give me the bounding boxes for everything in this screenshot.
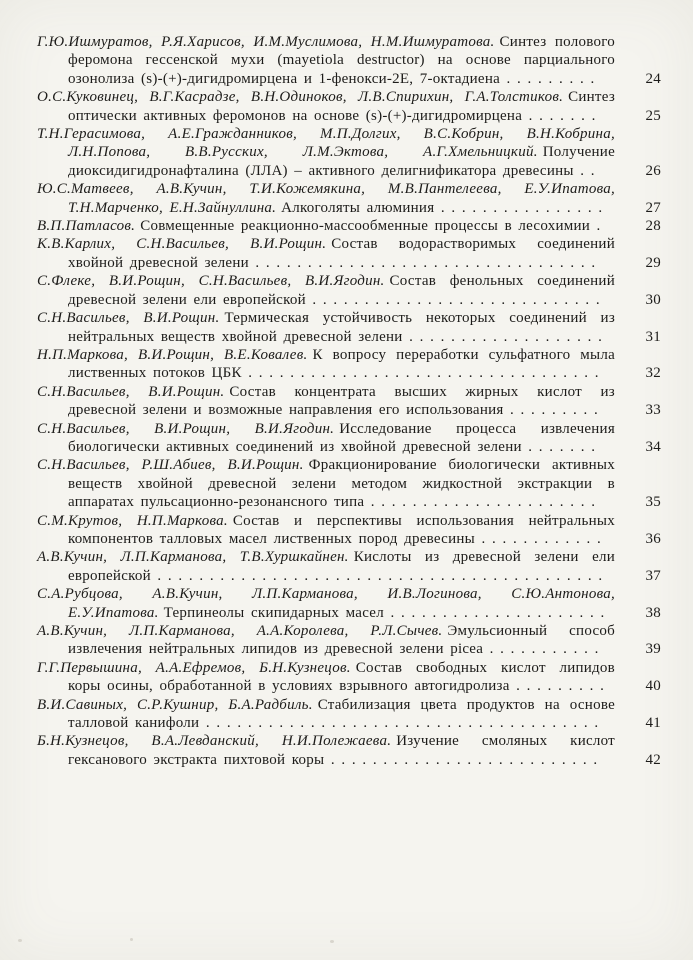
entry-title: Состав фенольных соединений древесной зелени ели европейской xyxy=(68,273,615,308)
entry-authors: С.Н.Васильев, Р.Ш.Абиев, В.И.Рощин. xyxy=(37,457,304,474)
toc-entry xyxy=(37,456,661,511)
entry-text xyxy=(37,272,661,309)
toc-entry xyxy=(37,732,661,769)
entry-page-number: 26 xyxy=(645,162,661,179)
toc-entry xyxy=(37,383,661,420)
toc-entry xyxy=(37,512,661,549)
dot-leader: . . xyxy=(573,162,595,179)
toc-entry xyxy=(37,180,661,217)
entry-page-number: 35 xyxy=(645,494,661,511)
entry-title: Синтез полового феромона гессенской мухи (mayetiola destructor) на основе парциального озонолиза (s)-(+)-дигидромирцена и 1-фенокси-2Е, 7-октадиена xyxy=(68,34,615,87)
entry-text xyxy=(37,346,661,383)
entry-title: Состав свободных кислот липидов коры осины, обработанной в условиях взрывного автогидролиза xyxy=(68,659,616,695)
entry-page-number: 36 xyxy=(645,530,661,547)
entry-text xyxy=(37,125,661,180)
dot-leader: . . . . . . . . . . . . . . . . . . . . . . . . . . xyxy=(324,751,598,768)
dot-leader: . . . . . . . xyxy=(521,438,596,455)
entry-authors: С.Н.Васильев, В.И.Рощин, В.И.Ягодин. xyxy=(37,420,335,437)
toc-entry xyxy=(37,125,661,180)
scan-speck xyxy=(330,940,334,943)
toc-entry xyxy=(37,217,661,235)
dot-leader: . . . . . . . . . . . . . . . . . . . . . xyxy=(383,604,605,621)
entry-page-number: 25 xyxy=(645,107,661,124)
entry-text xyxy=(37,512,661,549)
entry-text xyxy=(37,420,661,457)
entry-authors: С.А.Рубцова, А.В.Кучин, Л.П.Карманова, И.В.Логинова, С.Ю.Антонова, Е.У.Ипатова. xyxy=(37,586,615,621)
dot-leader: . . . . . . . . . . . . . . . . . . . . . . xyxy=(364,494,596,511)
entry-title: Стабилизация цвета продуктов на основе талловой канифоли xyxy=(68,696,615,732)
entry-title: Состав водорастворимых соединений хвойной древесной зелени xyxy=(68,236,615,271)
entry-page-number: 30 xyxy=(645,291,661,308)
entry-page-number: 24 xyxy=(645,70,661,87)
toc-entry xyxy=(37,696,661,733)
dot-leader: . . . . . . . . . xyxy=(509,678,605,695)
entry-authors: О.С.Куковинец, В.Г.Касрадзе, В.Н.Одиноков, Л.В.Спирихин, Г.А.Толстиков. xyxy=(37,89,564,106)
entry-text xyxy=(37,622,661,659)
entry-title: К вопросу переработки сульфатного мыла лиственных потоков ЦБК xyxy=(68,346,616,382)
entry-authors: С.Н.Васильев, В.И.Рощин. xyxy=(37,383,225,400)
scan-speck xyxy=(18,939,22,942)
toc-entry xyxy=(37,309,661,346)
entry-text xyxy=(37,309,661,346)
dot-leader: . . . . . . . . . . . . . . . . . . . . . . . . . . . . . . . . . . . . . . xyxy=(199,715,599,732)
entry-title: Термическая устойчивость некоторых соединений из нейтральных веществ хвойной древесной зелени xyxy=(68,310,615,345)
dot-leader: . . . . . . . . . . . . . . . . . . . . . . . . . . . . . . . . . xyxy=(248,254,596,271)
entry-title: Изучение смоляных кислот гексанового экстракта пихтовой коры xyxy=(68,733,615,768)
entry-authors: Т.Н.Герасимова, А.Е.Гражданников, М.П.Долгих, В.С.Кобрин, В.Н.Кобрина, Л.Н.Попова, В.В.Русских, Л.М.Эктова, А.Г.Хмельницкий. xyxy=(37,126,615,161)
toc-entry xyxy=(37,33,661,88)
toc-list xyxy=(37,33,661,769)
entry-page-number: 28 xyxy=(645,218,661,235)
entry-authors: А.В.Кучин, Л.П.Карманова, Т.В.Хуршкайнен. xyxy=(37,549,349,566)
entry-text xyxy=(37,548,661,585)
toc-entry xyxy=(37,346,661,383)
entry-authors: К.В.Карлих, С.Н.Васильев, В.И.Рощин. xyxy=(37,236,327,253)
dot-leader: . . . . . . . . . . . . . . . . . . . . . . . . . . . . xyxy=(305,291,600,308)
dot-leader: . xyxy=(590,218,601,235)
entry-authors: Б.Н.Кузнецов, В.А.Левданский, Н.И.Полежаева. xyxy=(37,733,392,750)
toc-entry xyxy=(37,272,661,309)
entry-authors: Н.П.Маркова, В.И.Рощин, В.Е.Ковалев. xyxy=(37,346,308,363)
entry-title: Синтез оптически активных феромонов на основе (s)-(+)-дигидромирцена xyxy=(68,89,615,124)
dot-leader: . . . . . . . . . . . . . . . . . . . . . . . . . . . . . . . . . . xyxy=(241,365,599,382)
entry-page-number: 27 xyxy=(645,199,661,216)
entry-text xyxy=(37,235,661,272)
entry-title: Совмещенные реакционно-массообменные процессы в лесохимии xyxy=(140,218,591,235)
entry-page-number: 31 xyxy=(645,328,661,345)
entry-authors: С.Н.Васильев, В.И.Рощин. xyxy=(37,310,220,327)
entry-page-number: 38 xyxy=(645,604,661,621)
entry-authors: Г.Г.Первышина, А.А.Ефремов, Б.Н.Кузнецов. xyxy=(37,659,351,676)
entry-title: Кислоты из древесной зелени ели европейской xyxy=(68,549,616,584)
dot-leader: . . . . . . . . . xyxy=(500,70,595,87)
entry-page-number: 42 xyxy=(645,751,661,768)
entry-title: Терпинеолы скипидарных масел xyxy=(163,604,384,621)
entry-authors: С.Флеке, В.И.Рощин, С.Н.Васильев, В.И.Ягодин. xyxy=(37,273,385,290)
entry-page-number: 33 xyxy=(645,402,661,419)
toc-entry xyxy=(37,659,661,696)
entry-page-number: 41 xyxy=(645,715,661,732)
dot-leader: . . . . . . . . . . . . . . . . . . . . . . . . . . . . . . . . . . . . . . . . . . . xyxy=(150,567,603,584)
entry-authors: В.И.Савиных, С.Р.Кушнир, Б.А.Радбиль. xyxy=(37,696,313,713)
entry-authors: Г.Ю.Ишмуратов, Р.Я.Харисов, И.М.Муслимова, Н.М.Ишмуратова. xyxy=(37,34,495,50)
entry-text xyxy=(37,696,661,733)
entry-text xyxy=(37,659,661,696)
toc-entry xyxy=(37,622,661,659)
dot-leader: . . . . . . . . . . . . . . . . xyxy=(434,199,603,216)
entry-page-number: 37 xyxy=(645,567,661,584)
entry-text xyxy=(37,456,661,511)
entry-title: Состав и перспективы использования нейтральных компонентов талловых масел лиственных пород древесины xyxy=(68,512,615,547)
entry-title: Алкоголяты алюминия xyxy=(281,199,435,216)
entry-page-number: 32 xyxy=(645,365,661,382)
entry-authors: А.В.Кучин, Л.П.Карманова, А.А.Королева, Р.Л.Сычев. xyxy=(37,623,443,639)
toc-entry xyxy=(37,585,661,622)
entry-page-number: 34 xyxy=(645,438,661,455)
entry-title: Получение диоксидигидронафталина (ЛЛА) – активного делигнификатора древесины xyxy=(68,144,615,179)
dot-leader: . . . . . . . . . . . xyxy=(483,641,599,658)
entry-page-number: 29 xyxy=(645,254,661,271)
toc-entry xyxy=(37,548,661,585)
entry-text xyxy=(37,88,661,125)
dot-leader: . . . . . . . xyxy=(522,107,596,124)
entry-text xyxy=(37,732,661,769)
entry-authors: В.П.Патласов. xyxy=(37,218,136,235)
toc-entry xyxy=(37,235,661,272)
entry-title: Фракционирование биологически активных веществ хвойной древесной зелени методом жидкостной экстракции в аппаратах пульсационно-резонансного типа xyxy=(68,457,616,511)
dot-leader: . . . . . . . . . . . . xyxy=(474,530,601,547)
entry-title: Состав концентрата высших жирных кислот из древесной зелени и возможные направления его использования xyxy=(68,383,615,419)
entry-title: Исследование процесса извлечения биологически активных соединений из хвойной древесной зелени xyxy=(68,420,615,455)
entry-text xyxy=(37,217,661,235)
toc-entry xyxy=(37,420,661,457)
toc-entry xyxy=(37,88,661,125)
dot-leader: . . . . . . . . . xyxy=(503,402,599,419)
entry-title: Эмульсионный способ извлечения нейтральных липидов из древесной зелени picea xyxy=(68,623,615,658)
entry-text xyxy=(37,383,661,420)
scan-speck xyxy=(130,938,133,941)
entry-authors: Ю.С.Матвеев, А.В.Кучин, Т.И.Кожемякина, М.В.Пантелеева, Е.У.Ипатова, Т.Н.Марченко, Е.Н.Зайнуллина. xyxy=(37,181,615,216)
entry-authors: С.М.Крутов, Н.П.Маркова. xyxy=(37,512,228,529)
entry-page-number: 39 xyxy=(645,641,661,658)
entry-text xyxy=(37,585,661,622)
entry-text xyxy=(37,180,661,217)
dot-leader: . . . . . . . . . . . . . . . . . . . xyxy=(402,328,603,345)
entry-page-number: 40 xyxy=(645,678,661,695)
entry-text xyxy=(37,33,661,88)
